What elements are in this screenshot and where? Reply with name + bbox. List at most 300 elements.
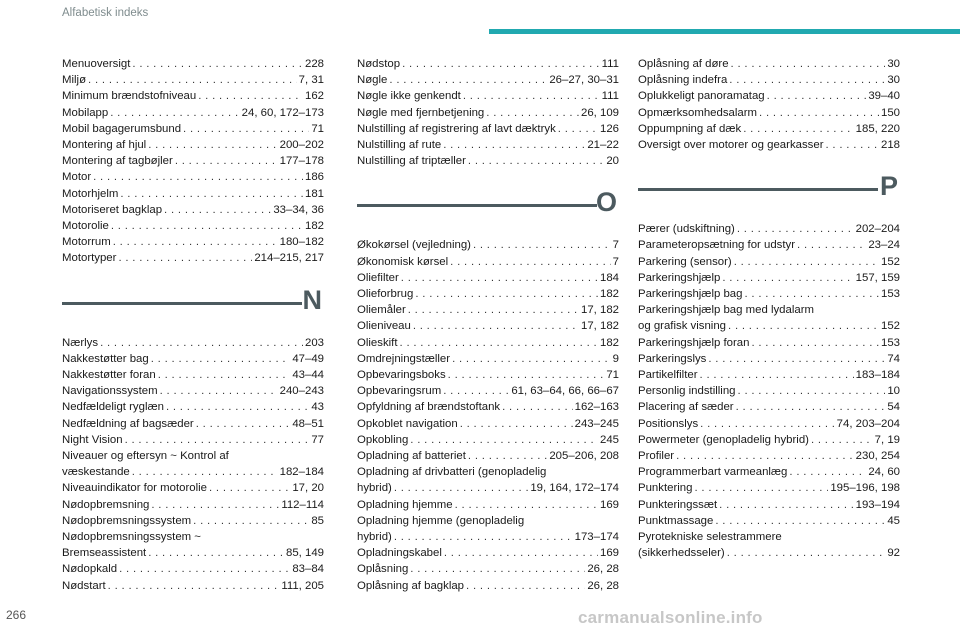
dot-leader [738,383,886,399]
index-entry [357,105,619,121]
entry-term: Motorrum [62,236,111,249]
entry-term: Montering af hjul [62,139,147,152]
entry-term: Parkeringslys [638,352,707,365]
dot-leader [455,497,598,513]
index-entry [62,121,324,137]
dot-leader [473,237,611,253]
entry-pages: 173–174 [574,531,619,544]
index-entry-line: Parkeringshjælp bag med lydalarm [638,304,815,317]
index-entry [357,72,619,88]
entry-pages: 7, 19 [874,433,900,446]
index-entry [638,399,900,415]
entry-term: Nødstop [357,58,401,70]
index-entry [638,221,900,237]
dot-leader [158,367,291,383]
entry-term: Opladning hjemme [357,498,453,511]
dot-leader [132,56,303,72]
index-entry [638,105,900,121]
header-accent-bar [489,29,960,34]
entry-term: Nærlys [62,336,99,349]
entry-pages: 181 [304,187,324,200]
dot-leader [125,432,310,448]
entry-term: Nødopbremsning [62,498,150,511]
entry-list [62,56,324,267]
entry-pages: 54 [887,401,900,414]
entry-term: Punkteringssæt [638,498,718,511]
index-entry [357,351,619,367]
entry-pages: 30 [887,58,900,70]
index-entry [62,561,324,577]
entry-term: Parkeringshjælp [638,271,721,284]
index-entry [357,529,619,545]
entry-pages: 162 [304,90,324,103]
entry-pages: 83–84 [292,563,324,576]
entry-term: Partikelfilter [638,369,698,382]
index-entry [62,513,324,529]
section-letter: O [595,187,617,218]
entry-pages: 74, 203–204 [836,417,900,430]
entry-term: Opladningskabel [357,547,442,560]
entry-term: Pærer (udskiftning) [638,223,735,236]
dot-leader [160,383,278,399]
index-entry [62,416,324,432]
index-entry [357,270,619,286]
entry-pages: 61, 63–64, 66, 66–67 [511,385,619,398]
dot-leader [148,545,284,561]
entry-pages: 228 [304,58,324,70]
dot-leader [193,513,309,529]
index-entry [357,561,619,577]
index-entry [62,234,324,250]
entry-term: Omdrejningstæller [357,352,451,365]
entry-term: Minimum brændstofniveau [62,90,197,103]
index-entry [357,578,619,594]
entry-term: Motortyper [62,252,117,265]
entry-pages: 157, 159 [855,271,900,284]
entry-pages: 45 [887,514,900,527]
entry-term: Montering af tagbøjler [62,155,173,168]
entry-pages: 214–215, 217 [254,252,324,265]
dot-leader [120,186,303,202]
index-entry-line: Pyrotekniske selestrammere [638,531,782,544]
entry-pages: 7, 31 [298,74,324,87]
entry-term: Parkeringshjælp foran [638,336,750,349]
dot-leader [132,464,278,480]
dot-leader [450,254,611,270]
dot-leader [151,497,279,513]
dot-leader [558,121,598,137]
index-entry [638,121,900,137]
index-entry [357,335,619,351]
index-entry [357,480,619,496]
entry-pages: 200–202 [279,139,324,152]
entry-pages: 92 [887,547,900,560]
entry-pages: 74 [887,352,900,365]
index-entry [62,399,324,415]
entry-term: Night Vision [62,433,123,446]
dot-leader [731,56,886,72]
dot-leader [183,121,309,137]
index-entry [638,497,900,513]
entry-pages: 153 [880,336,900,349]
index-entry [638,72,900,88]
index-entry [357,497,619,513]
entry-pages: 195–196, 198 [830,482,900,495]
dot-leader [729,72,885,88]
dot-leader [767,88,867,104]
entry-pages: 85 [311,514,324,527]
dot-leader [88,72,297,88]
index-entry [357,302,619,318]
entry-pages: 203 [304,336,324,349]
dot-leader [151,351,291,367]
index-entry [62,335,324,351]
entry-pages: 17, 20 [292,482,324,495]
entry-term: Navigationssystem [62,385,158,398]
index-entry [62,578,324,594]
dot-leader [415,286,598,302]
dot-leader [743,121,853,137]
entry-term: Olieniveau [357,320,411,333]
index-entry [357,399,619,415]
entry-pages: 71 [606,369,619,382]
dot-leader [113,234,278,250]
index-entry [62,351,324,367]
index-entry [638,367,900,383]
entry-pages: 26–27, 30–31 [549,74,619,87]
entry-pages: 43 [311,401,324,414]
entry-pages: 48–51 [292,417,324,430]
entry-term: hybrid) [357,482,392,495]
entry-pages: 152 [880,255,900,268]
entry-term: Nødopkald [62,563,118,576]
entry-pages: 112–114 [281,498,324,511]
entry-term: Programmerbart varmeanlæg [638,466,788,479]
entry-term: Opmærksomhedsalarm [638,106,758,119]
dot-leader [100,335,303,351]
entry-pages: 183–184 [855,369,900,382]
entry-term: Nulstilling af rute [357,139,442,152]
dot-leader [408,302,579,318]
dot-leader [466,578,585,594]
entry-term: Opbevaringsrum [357,385,442,398]
index-entry [62,367,324,383]
dot-leader [727,545,886,561]
dot-leader [700,367,854,383]
index-entry [62,202,324,218]
dot-leader [486,105,579,121]
dot-leader [708,351,885,367]
entry-list [638,221,900,561]
entry-pages: 150 [880,106,900,119]
dot-leader [719,497,854,513]
entry-term: Motorolie [62,220,109,233]
entry-pages: 17, 182 [580,304,619,317]
entry-pages: 111 [601,58,619,70]
entry-pages: 169 [599,547,619,560]
dot-leader [198,88,303,104]
section-letter: N [302,284,322,315]
index-entry [357,318,619,334]
entry-term: Nedfældeligt ryglæn [62,401,164,414]
entry-pages: 205–206, 208 [549,450,619,463]
running-header: Alfabetisk indeks [62,7,149,19]
entry-term: Mobil bagagerumsbund [62,122,182,135]
dot-leader [400,335,598,351]
entry-term: væskestande [62,466,130,479]
dot-leader [734,254,879,270]
index-entry [62,137,324,153]
dot-leader [676,448,854,464]
dot-leader [410,432,598,448]
index-entry [357,545,619,561]
index-entry [62,383,324,399]
entry-term: Oppumpning af dæk [638,122,742,135]
index-column-3 [638,56,900,561]
entry-term: Oplåsning af bagklap [357,579,465,592]
index-entry [62,480,324,496]
entry-term: Profiler [638,450,675,463]
dot-leader [443,383,509,399]
index-entry [638,237,900,253]
entry-term: Bremseassistent [62,547,147,560]
index-entry [62,105,324,121]
entry-pages: 21–22 [587,139,619,152]
index-entry [62,250,324,266]
entry-pages: 26, 28 [587,563,619,576]
entry-pages: 85, 149 [285,547,324,560]
entry-pages: 193–194 [855,498,900,511]
index-entry [62,72,324,88]
dot-leader [694,480,828,496]
entry-pages: 218 [880,139,900,152]
dot-leader [751,335,879,351]
index-entry [357,121,619,137]
index-entry [638,254,900,270]
entry-term: Opkoblet navigation [357,417,458,430]
entry-term: Punktering [638,482,693,495]
index-entry [357,56,619,72]
index-entry [638,448,900,464]
entry-term: Oliefilter [357,271,399,284]
entry-term: Positionslys [638,417,699,430]
index-entry [638,335,900,351]
entry-term: og grafisk visning [638,320,727,333]
entry-pages: 26, 109 [580,106,619,119]
index-entry-line: Opladning af drivbatteri (genopladelig [357,466,547,479]
entry-term: Nakkestøtter foran [62,369,156,382]
dot-leader [728,318,879,334]
section-header-n [62,285,324,329]
entry-term: Miljø [62,74,87,87]
index-entry [638,286,900,302]
entry-term: Oplåsning indefra [638,74,728,87]
dot-leader [797,237,866,253]
index-entry [357,286,619,302]
index-entry [638,545,900,561]
entry-list [357,56,619,169]
entry-pages: 182–184 [279,466,324,479]
dot-leader [401,270,598,286]
entry-term: Nakkestøtter bag [62,352,149,365]
entry-term: Opfyldning af brændstoftank [357,401,501,414]
index-entry [62,464,324,480]
index-entry [638,383,900,399]
index-entry [62,432,324,448]
index-entry [638,432,900,448]
index-entry [62,545,324,561]
entry-term: Oversigt over motorer og gearkasser [638,139,824,152]
entry-term: Menuoversigt [62,58,131,70]
entry-pages: 30 [887,74,900,87]
index-entry [62,186,324,202]
entry-pages: 111 [601,90,619,103]
entry-pages: 33–34, 36 [273,203,324,216]
dot-leader [394,529,573,545]
dot-leader [448,367,605,383]
dot-leader [715,513,885,529]
entry-pages: 23–24 [868,239,900,252]
dot-leader [722,270,853,286]
entry-pages: 182 [599,336,619,349]
entry-term: Oplåsning af døre [638,58,729,70]
dot-leader [444,545,598,561]
entry-pages: 152 [880,320,900,333]
entry-pages: 186 [304,171,324,184]
index-entry [357,383,619,399]
dot-leader [463,88,600,104]
entry-term: Mobilapp [62,106,109,119]
index-entry [62,56,324,72]
entry-pages: 71 [311,122,324,135]
entry-term: Nulstilling af triptæller [357,155,466,168]
dot-leader [502,399,573,415]
entry-pages: 243–245 [574,417,619,430]
entry-pages: 202–204 [855,223,900,236]
entry-pages: 26, 28 [587,579,619,592]
entry-pages: 177–178 [279,155,324,168]
entry-term: Oplåsning [357,563,409,576]
entry-term: Parkeringshjælp bag [638,288,743,301]
dot-leader [209,480,290,496]
index-entry [357,254,619,270]
index-entry [62,169,324,185]
entry-pages: 24, 60 [868,466,900,479]
index-entry [638,318,900,334]
section-rule [62,302,302,305]
dot-leader [410,561,585,577]
entry-term: Nulstilling af registrering af lavt dæktryk [357,122,556,135]
entry-term: Olieskift [357,336,398,349]
entry-pages: 77 [311,433,324,446]
entry-pages: 180–182 [279,236,324,249]
entry-pages: 240–243 [279,385,324,398]
entry-pages: 111, 205 [281,579,324,592]
dot-leader [175,153,278,169]
dot-leader [452,351,611,367]
entry-term: Motorhjelm [62,187,119,200]
index-entry [638,513,900,529]
dot-leader [108,578,280,594]
entry-pages: 39–40 [868,90,900,103]
dot-leader [148,137,277,153]
entry-pages: 47–49 [292,352,324,365]
index-entry [357,137,619,153]
dot-leader [443,137,585,153]
entry-pages: 153 [880,288,900,301]
dot-leader [394,480,528,496]
entry-term: Niveauindikator for motorolie [62,482,207,495]
dot-leader [468,448,547,464]
entry-term: Økokørsel (vejledning) [357,239,471,252]
entry-pages: 7 [612,239,619,252]
entry-pages: 185, 220 [855,122,900,135]
entry-term: hybrid) [357,531,392,544]
watermark: carmanualsonline.info [578,608,763,627]
entry-term: Olieforbrug [357,288,414,301]
dot-leader [110,105,239,121]
entry-term: Punktmassage [638,514,714,527]
dot-leader [737,221,854,237]
entry-list [357,237,619,593]
index-entry [638,480,900,496]
dot-leader [402,56,600,72]
entry-pages: 9 [612,352,619,365]
entry-term: Nødopbremsningssystem [62,514,192,527]
index-entry-line: Niveauer og eftersyn ~ Kontrol af [62,450,229,463]
entry-term: Placering af sæder [638,401,734,414]
entry-term: Parkering (sensor) [638,255,732,268]
index-entry [638,137,900,153]
entry-term: Oplukkeligt panoramatag [638,90,765,103]
index-column-1 [62,56,324,594]
index-entry [62,88,324,104]
dot-leader [119,561,290,577]
dot-leader [413,318,579,334]
entry-term: Nedfældning af bagsæder [62,417,194,430]
index-entry [62,497,324,513]
section-header-o [357,187,619,231]
entry-pages: 17, 182 [580,320,619,333]
dot-leader [118,250,252,266]
index-entry [638,416,900,432]
index-entry [638,351,900,367]
section-header-p [638,171,900,215]
entry-pages: 7 [612,255,619,268]
index-entry [62,218,324,234]
entry-term: Personlig indstilling [638,385,736,398]
entry-pages: 10 [887,385,900,398]
index-entry [357,416,619,432]
entry-pages: 230, 254 [855,450,900,463]
entry-pages: 24, 60, 172–173 [241,106,324,119]
entry-term: Nødstart [62,579,106,592]
dot-leader [759,105,879,121]
entry-term: Nøgle ikke genkendt [357,90,461,103]
dot-leader [744,286,879,302]
dot-leader [93,169,303,185]
index-column-2 [357,56,619,594]
dot-leader [789,464,866,480]
index-entry [357,432,619,448]
entry-pages: 43–44 [292,369,324,382]
entry-term: Opbevaringsboks [357,369,446,382]
entry-pages: 19, 164, 172–174 [530,482,619,495]
index-entry [357,448,619,464]
dot-leader [389,72,547,88]
index-entry [357,237,619,253]
page-number: 266 [6,608,27,622]
